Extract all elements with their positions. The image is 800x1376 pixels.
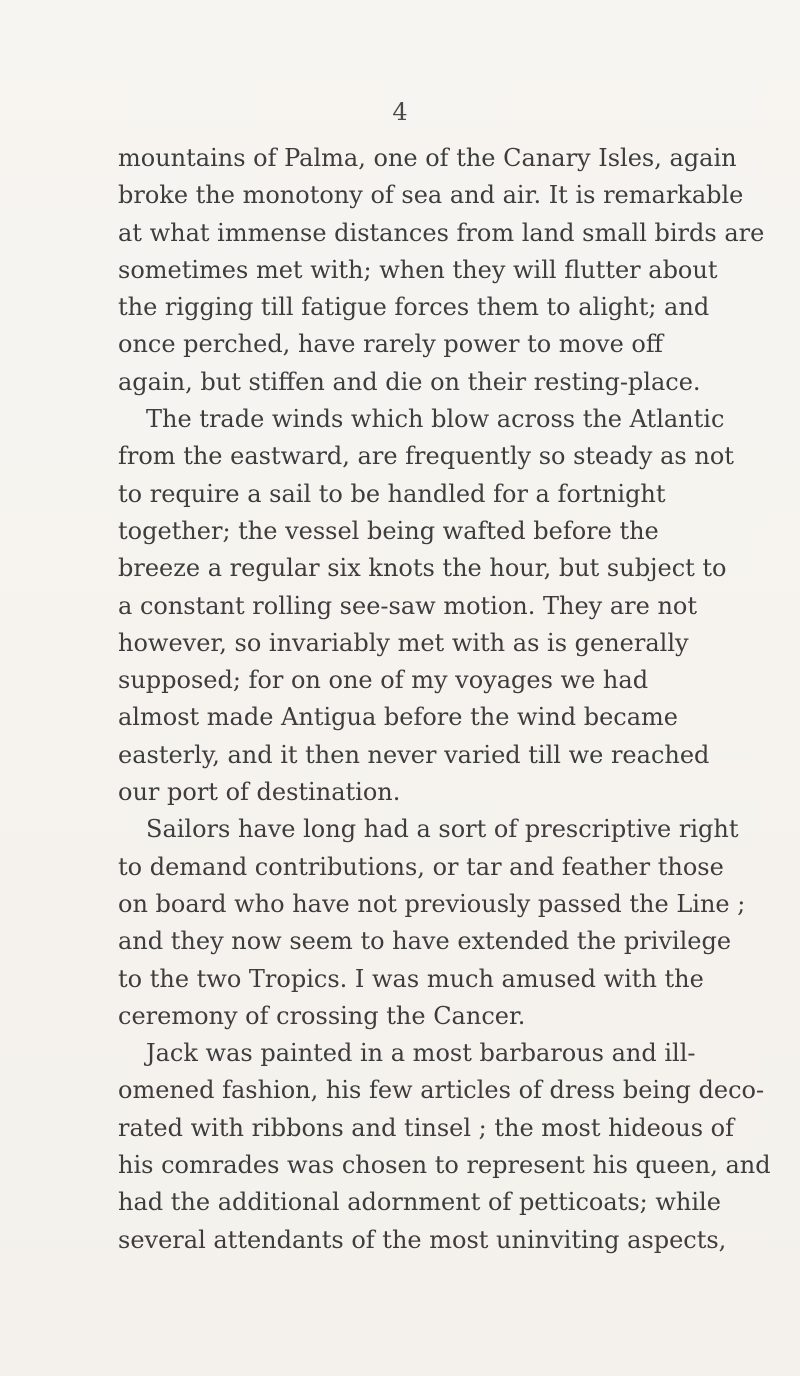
text-line: sometimes met with; when they will flutter about [118, 255, 718, 284]
paragraph-start-line: Jack was painted in a most barbarous and ill- [146, 1039, 696, 1068]
text-line: the rigging till fatigue forces them to alight; and [118, 293, 710, 322]
text-line: on board who have not previously passed the Line ; [118, 889, 746, 918]
text-line: a constant rolling see-saw motion. They are not [118, 591, 698, 620]
text-line: several attendants of the most uninviting aspects, [118, 1225, 727, 1254]
text-line: ceremony of crossing the Cancer. [118, 1001, 526, 1030]
text-line: and they now seem to have extended the privilege [118, 927, 732, 956]
text-line: to require a sail to be handled for a fortnight [118, 479, 666, 508]
text-line: omened fashion, his few articles of dress being deco- [118, 1076, 765, 1105]
text-line: his comrades was chosen to represent his queen, and [118, 1151, 771, 1180]
text-line: again, but stiffen and die on their resting-place. [118, 367, 701, 396]
text-line: breeze a regular six knots the hour, but subject to [118, 554, 727, 583]
text-line: however, so invariably met with as is generally [118, 628, 689, 657]
text-line: had the additional adornment of petticoats; while [118, 1188, 721, 1217]
text-line: once perched, have rarely power to move off [118, 330, 663, 359]
text-line: almost made Antigua before the wind became [118, 703, 678, 732]
text-line: rated with ribbons and tinsel ; the most hideous of [118, 1113, 734, 1142]
body-text [118, 140, 798, 1259]
text-line: easterly, and it then never varied till we reached [118, 740, 710, 769]
text-line: to demand contributions, or tar and feather those [118, 852, 724, 881]
text-line: broke the monotony of sea and air. It is remarkable [118, 181, 744, 210]
text-line: mountains of Palma, one of the Canary Isles, again [118, 144, 737, 172]
paragraph-start-line: The trade winds which blow across the Atlantic [146, 405, 725, 434]
text-line: our port of destination. [118, 778, 401, 807]
page-number: 4 [392, 98, 408, 126]
text-line: at what immense distances from land small birds are [118, 218, 765, 247]
text-line: to the two Tropics. I was much amused with the [118, 964, 704, 993]
text-line: together; the vessel being wafted before the [118, 516, 659, 545]
text-line: from the eastward, are frequently so steady as not [118, 442, 734, 471]
text-line: supposed; for on one of my voyages we had [118, 666, 649, 695]
paragraph-start-line: Sailors have long had a sort of prescriptive right [146, 815, 739, 844]
